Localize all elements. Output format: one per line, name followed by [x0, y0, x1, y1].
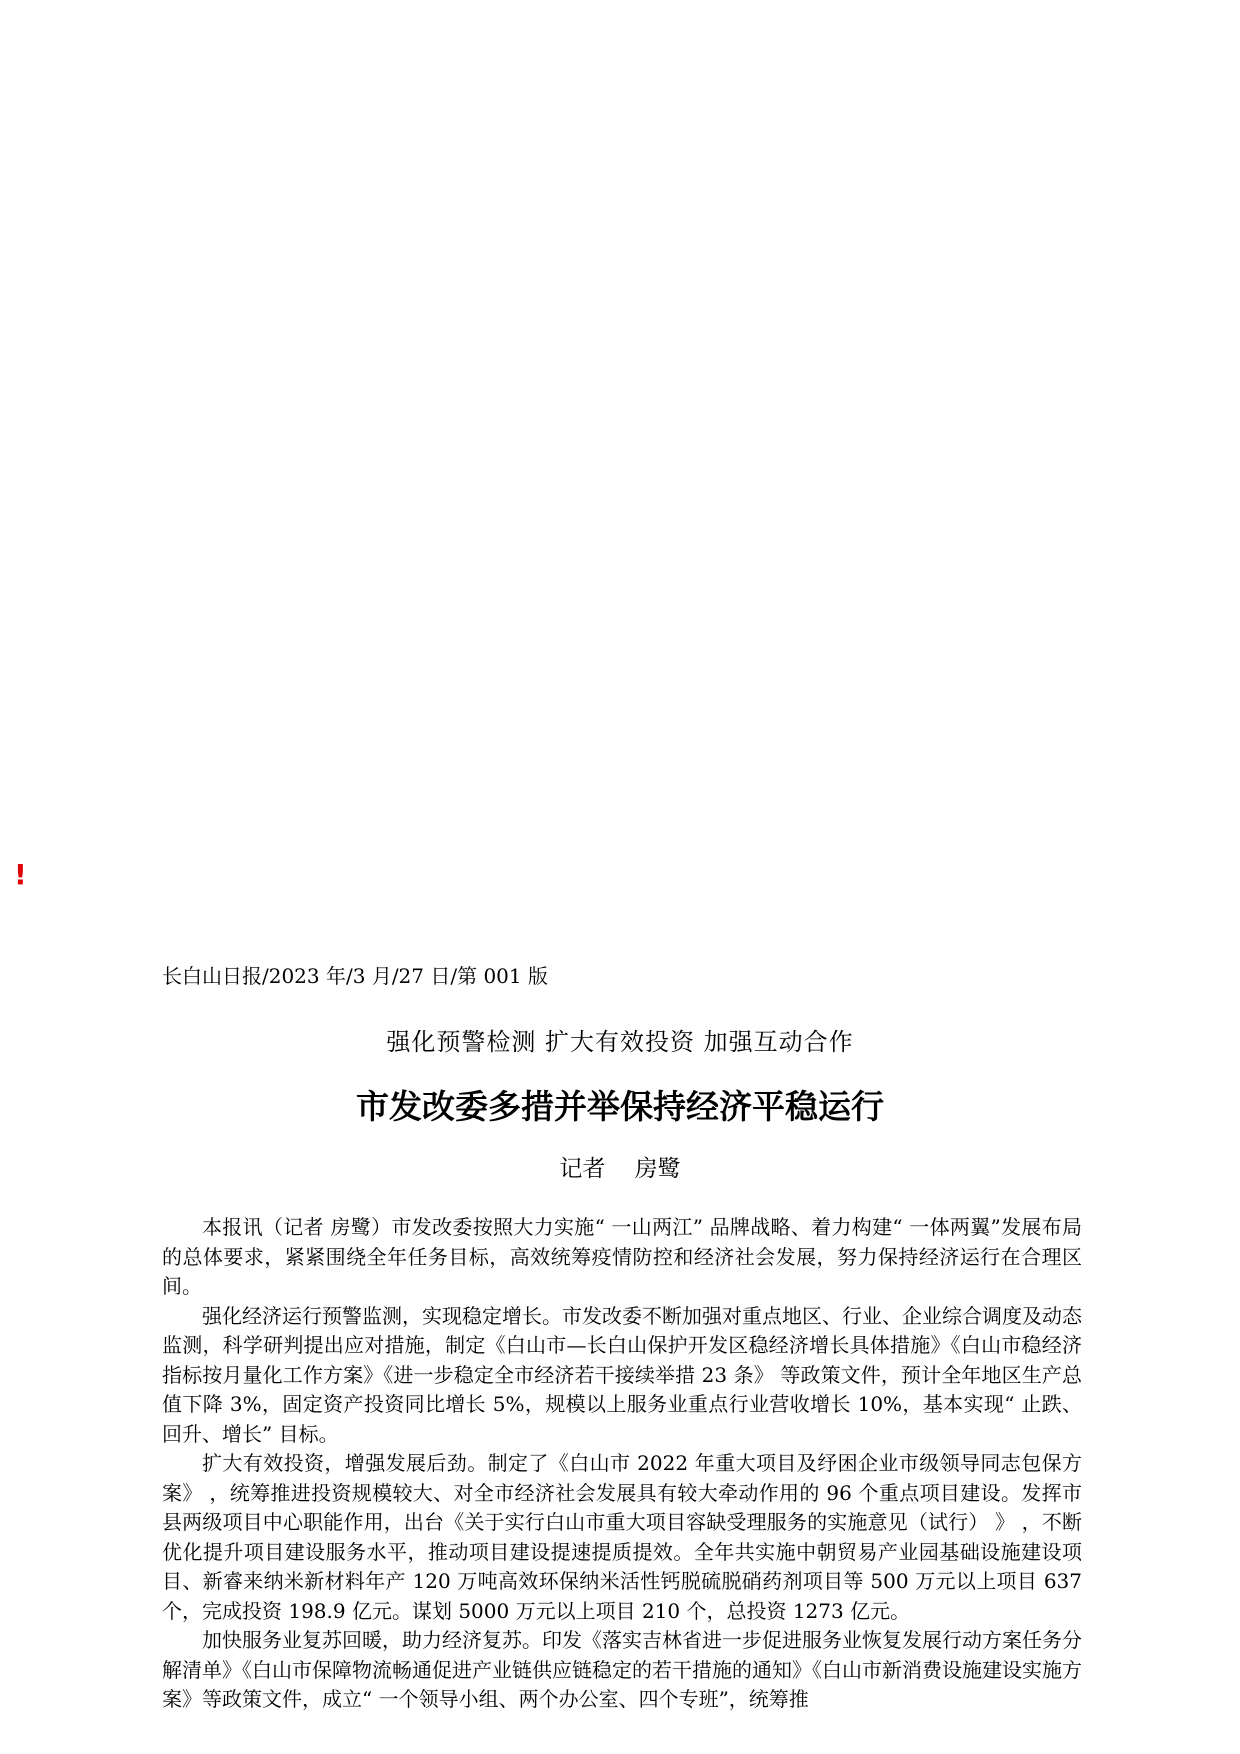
- article-subtitle: 强化预警检测 扩大有效投资 加强互动合作: [386, 1028, 854, 1056]
- publication-source-line: 长白山日报/2023 年/3 月/27 日/第 001 版: [162, 964, 548, 988]
- article-paragraph: 强化经济运行预警监测，实现稳定增长。市发改委不断加强对重点地区、行业、企业综合调度及动态监测，科学研判提出应对措施，制定《白山市—长白山保护开发区稳经济增长具体措施》《白山市稳经济指标按月量化工作方案》《进一步稳定全市经济若干接续举措 23 条》 等政策文件，预计全年地区生产总值下降 3%，固定资产投资同比增长 5%，规模以上服务业重点行业营收增长 10%，基本实现“ 止跌、回升、增长” 目标。: [162, 1303, 1082, 1446]
- article-paragraph: 加快服务业复苏回暖，助力经济复苏。印发《落实吉林省进一步促进服务业恢复发展行动方案任务分解清单》《白山市保障物流畅通促进产业链供应链稳定的若干措施的通知》《白山市新消费设施建设实施方案》等政策文件，成立“ 一个领导小组、两个办公室、四个专班”，统筹推: [162, 1628, 1082, 1711]
- article-body: [162, 1213, 1082, 1715]
- article-headline: 市发改委多措并举保持经济平稳运行: [356, 1087, 884, 1126]
- article-paragraph: 扩大有效投资，增强发展后劲。制定了《白山市 2022 年重大项目及纾困企业市级领导同志包保方案》 ，统筹推进投资规模较大、对全市经济社会发展具有较大牵动作用的 96 个重点项目建设。发挥市县两级项目中心职能作用，出台《关于实行白山市重大项目容缺受理服务的实施意见（试行） 》 ，不断优化提升项目建设服务水平，推动项目建设提速提质提效。全年共实施中朝贸易产业园基础设施建设项目、新睿来纳米新材料年产 120 万吨高效环保纳米活性钙脱硫脱硝药剂项目等 500 万元以上项目 637 个，完成投资 198.9 亿元。谋划 5000 万元以上项目 210 个，总投资 1273 亿元。: [162, 1451, 1082, 1623]
- article-paragraph: 本报讯（记者 房鹭）市发改委按照大力实施“ 一山两江” 品牌战略、着力构建“ 一体两翼”发展布局的总体要求，紧紧围绕全年任务目标，高效统筹疫情防控和经济社会发展，努力保持经济运行在合理区间。: [162, 1215, 1082, 1298]
- article-byline: 记者 房鹭: [559, 1156, 681, 1182]
- margin-exclamation-mark: !: [14, 858, 27, 891]
